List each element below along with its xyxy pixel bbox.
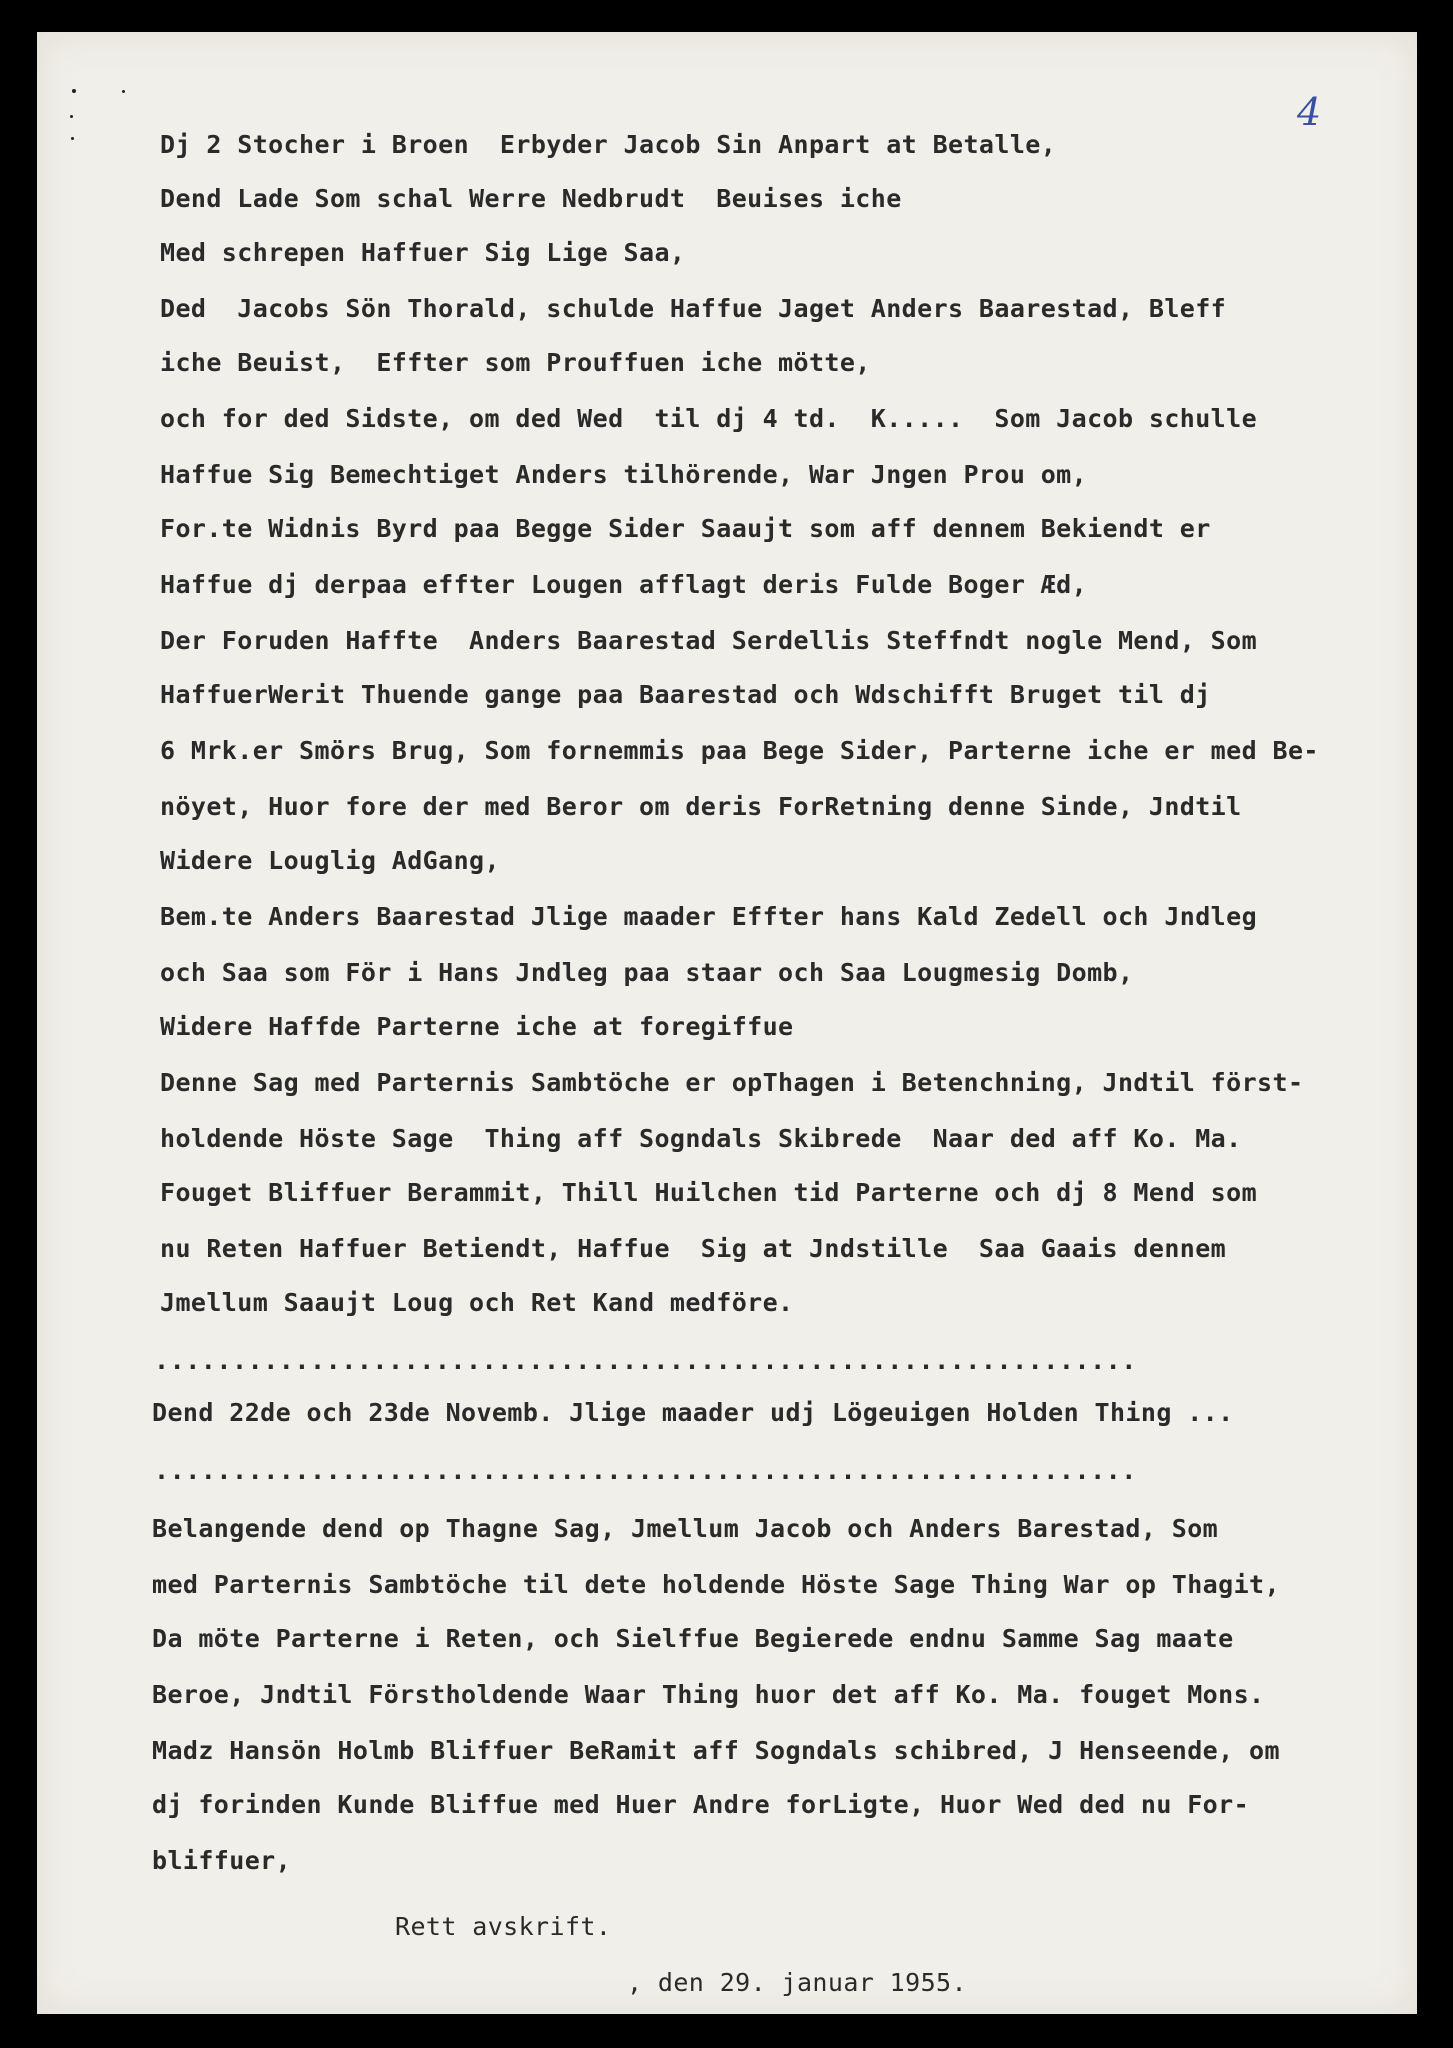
text-line: nöyet, Huor fore der med Beror om deris ForRetning denne Sinde, Jndtil bbox=[160, 792, 1242, 821]
text-line: och for ded Sidste, om ded Wed til dj 4 td. K..... Som Jacob schulle bbox=[160, 404, 1258, 433]
text-line: HaffuerWerit Thuende gange paa Baarestad och Wdschifft Bruget til dj bbox=[160, 680, 1211, 709]
text-line: bliffuer, bbox=[152, 1846, 292, 1875]
text-line: Ded Jacobs Sön Thorald, schulde Haffue Jaget Anders Baarestad, Bleff bbox=[160, 294, 1227, 323]
text-line: Widere Louglig AdGang, bbox=[160, 846, 500, 875]
text-line: Dj 2 Stocher i Broen Erbyder Jacob Sin Anpart at Betalle, bbox=[160, 130, 1057, 159]
certification-text: Rett avskrift. bbox=[395, 1912, 612, 1941]
text-line: Da möte Parterne i Reten, och Sielffue Begierede endnu Samme Sag maate bbox=[152, 1624, 1234, 1653]
text-line: och Saa som För i Hans Jndleg paa staar och Saa Lougmesig Domb, bbox=[160, 958, 1134, 987]
text-line: iche Beuist, Effter som Prouffuen iche mötte, bbox=[160, 348, 871, 377]
dotted-separator: ............................................................... bbox=[154, 1456, 1137, 1485]
text-line: Denne Sag med Parternis Sambtöche er opThagen i Betenchning, Jndtil först- bbox=[160, 1068, 1304, 1097]
text-line: Med schrepen Haffuer Sig Lige Saa, bbox=[160, 238, 686, 267]
text-line: Haffue Sig Bemechtiget Anders tilhörende, War Jngen Prou om, bbox=[160, 460, 1088, 489]
text-line: Jmellum Saaujt Loug och Ret Kand medföre. bbox=[160, 1288, 794, 1317]
text-line: Belangende dend op Thagne Sag, Jmellum Jacob och Anders Barestad, Som bbox=[152, 1514, 1219, 1543]
text-line: dj forinden Kunde Bliffue med Huer Andre forLigte, Huor Wed ded nu For- bbox=[152, 1790, 1250, 1819]
text-line: Haffue dj derpaa effter Lougen afflagt deris Fulde Boger Æd, bbox=[160, 570, 1088, 599]
text-line: Madz Hansön Holmb Bliffuer BeRamit aff Sogndals schibred, J Henseende, om bbox=[152, 1736, 1280, 1765]
document-page bbox=[37, 32, 1417, 2014]
dotted-separator: ............................................................... bbox=[154, 1346, 1137, 1375]
text-line: For.te Widnis Byrd paa Begge Sider Saaujt som aff dennem Bekiendt er bbox=[160, 514, 1211, 543]
text-line: Bem.te Anders Baarestad Jlige maader Effter hans Kald Zedell och Jndleg bbox=[160, 902, 1258, 931]
page-number: 4 bbox=[1297, 90, 1322, 134]
text-line: Widere Haffde Parterne iche at foregiffue bbox=[160, 1012, 794, 1041]
text-line: Beroe, Jndtil Förstholdende Waar Thing huor det aff Ko. Ma. fouget Mons. bbox=[152, 1680, 1265, 1709]
text-line: Fouget Bliffuer Berammit, Thill Huilchen tid Parterne och dj 8 Mend som bbox=[160, 1178, 1258, 1207]
text-line: nu Reten Haffuer Betiendt, Haffue Sig at Jndstille Saa Gaais dennem bbox=[160, 1234, 1227, 1263]
text-line: 6 Mrk.er Smörs Brug, Som fornemmis paa Bege Sider, Parterne iche er med Be- bbox=[160, 736, 1319, 765]
text-line: Dend Lade Som schal Werre Nedbrudt Beuises iche bbox=[160, 184, 902, 213]
session-line: Dend 22de och 23de Novemb. Jlige maader udj Lögeuigen Holden Thing ... bbox=[152, 1398, 1234, 1427]
text-line: med Parternis Sambtöche til dete holdende Höste Sage Thing War op Thagit, bbox=[152, 1570, 1280, 1599]
date-line: , den 29. januar 1955. bbox=[627, 1968, 967, 1997]
text-line: holdende Höste Sage Thing aff Sogndals Skibrede Naar ded aff Ko. Ma. bbox=[160, 1124, 1242, 1153]
paper-speck bbox=[122, 90, 125, 93]
text-line: Der Foruden Haffte Anders Baarestad Serdellis Steffndt nogle Mend, Som bbox=[160, 626, 1258, 655]
